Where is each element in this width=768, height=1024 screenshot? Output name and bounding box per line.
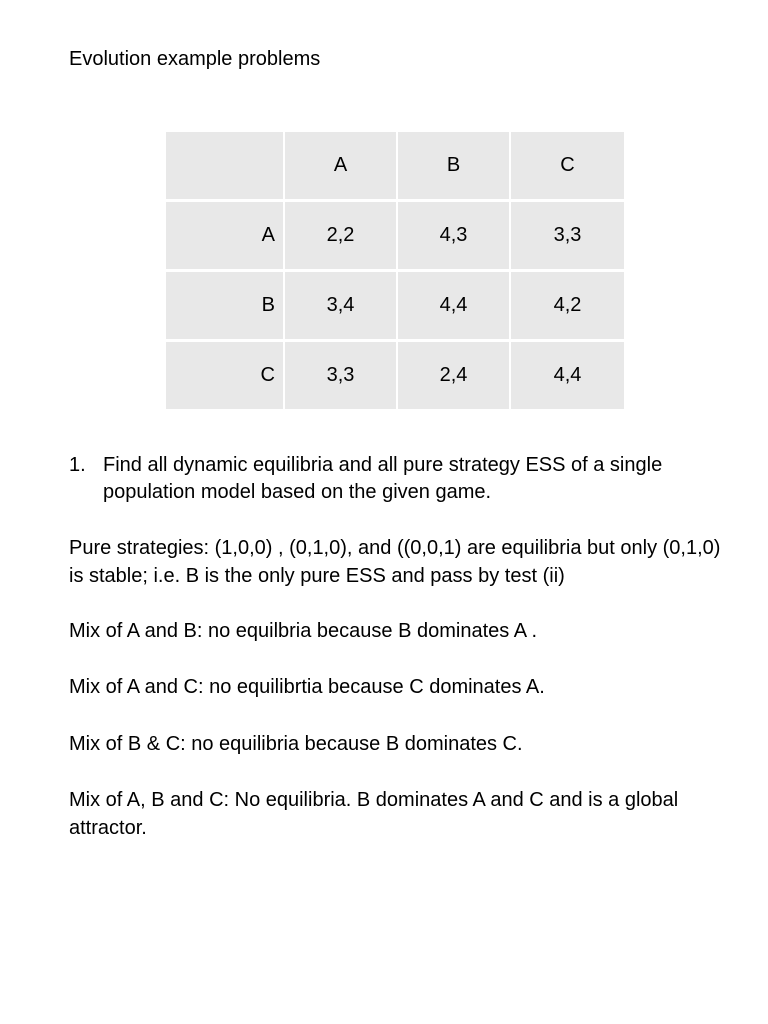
payoff-cell: 4,2 xyxy=(511,272,624,342)
payoff-cell: 4,4 xyxy=(511,342,624,409)
table-header-row xyxy=(166,132,624,202)
payoff-cell: 2,4 xyxy=(398,342,511,409)
payoff-cell: 3,3 xyxy=(285,342,398,409)
column-header-a: A xyxy=(285,132,398,202)
table-corner-cell xyxy=(166,132,285,202)
answer-paragraph-mix-a-c: Mix of A and C: no equilibrtia because C dominates A. xyxy=(69,676,545,698)
answer-paragraph-mix-a-b: Mix of A and B: no equilbria because B dominates A . xyxy=(69,620,538,642)
answer-paragraph-pure-strategies: Pure strategies: (1,0,0) , (0,1,0), and ((0,0,1) are equilibria but only (0,1,0) is stable; i.e. B is the only pure ESS and pass by test (ii) xyxy=(69,537,721,587)
question-item xyxy=(69,452,709,506)
payoff-table xyxy=(166,132,624,409)
table-row xyxy=(166,202,624,272)
question-text: Find all dynamic equilibria and all pure strategy ESS of a single population model based on the given game. xyxy=(103,454,663,503)
payoff-cell: 3,4 xyxy=(285,272,398,342)
answer-paragraph-mix-b-c: Mix of B & C: no equilibria because B dominates C. xyxy=(69,733,523,755)
payoff-cell: 2,2 xyxy=(285,202,398,272)
document-title: Evolution example problems xyxy=(69,48,321,70)
payoff-cell: 4,3 xyxy=(398,202,511,272)
row-header-a: A xyxy=(166,202,285,272)
row-header-c: C xyxy=(166,342,285,409)
row-header-b: B xyxy=(166,272,285,342)
question-number: 1. xyxy=(69,454,86,476)
table-row xyxy=(166,342,624,409)
payoff-cell: 3,3 xyxy=(511,202,624,272)
answer-paragraph-mix-a-b-c: Mix of A, B and C: No equilibria. B dominates A and C and is a global attractor. xyxy=(69,789,679,839)
column-header-b: B xyxy=(398,132,511,202)
table-row xyxy=(166,272,624,342)
payoff-cell: 4,4 xyxy=(398,272,511,342)
column-header-c: C xyxy=(511,132,624,202)
